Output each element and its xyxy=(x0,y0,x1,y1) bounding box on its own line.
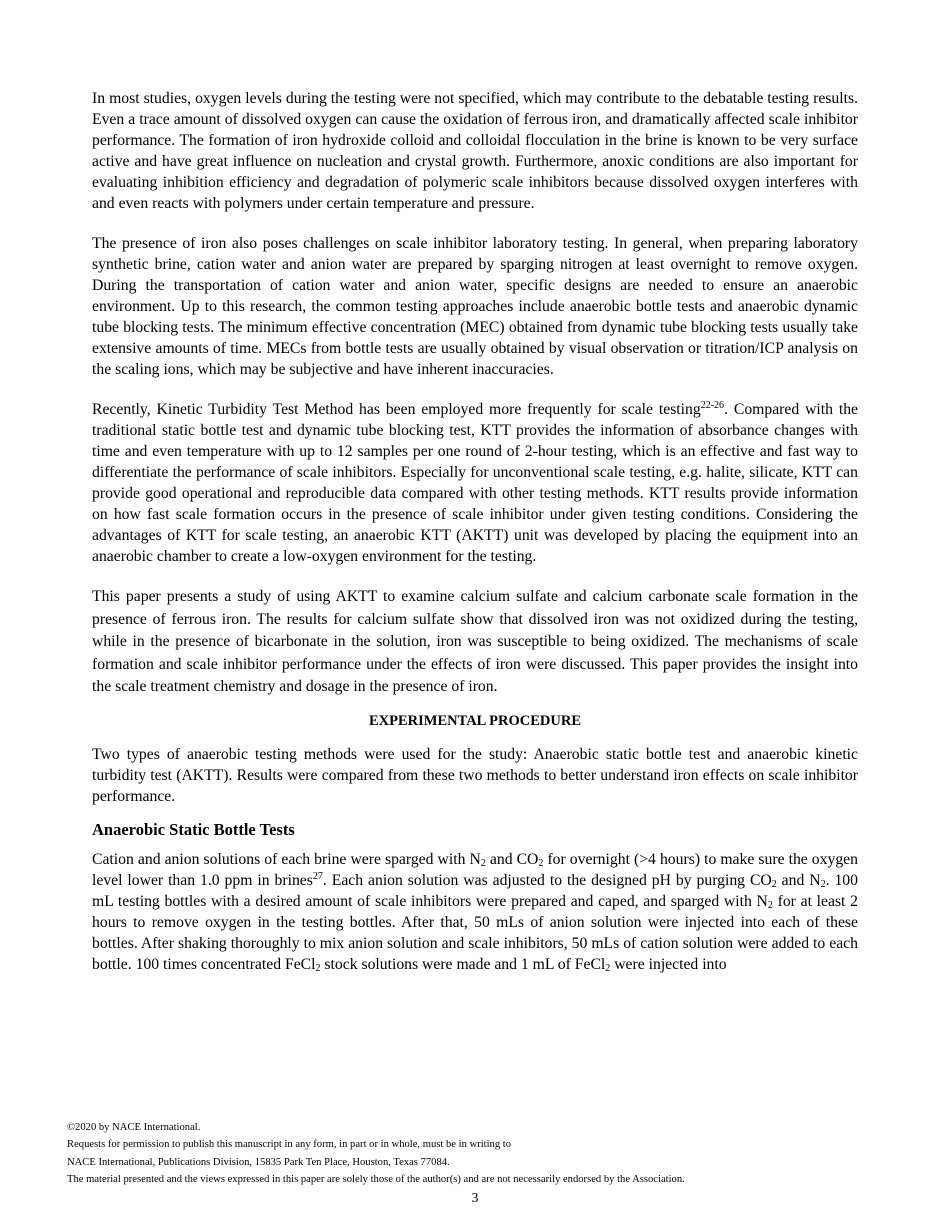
footer-disclaimer: The material presented and the views expressed in this paper are solely those of the author(s) and are not necessarily endorsed by the Association. xyxy=(67,1173,685,1185)
bottle-text-6: . 100 mL testing bottles with a desired amount of scale inhibitors were prepared and caped, and sparged with N xyxy=(92,871,858,910)
bottle-text-9: were injected into xyxy=(610,955,727,973)
bottle-text-8: stock solutions were made and 1 mL of FeCl xyxy=(320,955,606,973)
section-heading-experimental: EXPERIMENTAL PROCEDURE xyxy=(368,712,581,729)
paragraph-experimental-intro: Two types of anaerobic testing methods were used for the study: Anaerobic static bottle test and anaerobic kinetic turbidity test (AKTT). Results were compared from these two methods to better understand iron effects on scale inhibitor performance. xyxy=(92,745,858,805)
subscript-5: 2 xyxy=(767,899,773,911)
bottle-text-5: and N xyxy=(776,871,821,889)
page-footer xyxy=(67,1119,883,1188)
body-text xyxy=(92,88,858,975)
footer-copyright: ©2020 by NACE International. xyxy=(67,1122,201,1133)
subscript-7: 2 xyxy=(605,962,611,974)
ktt-text-end: . Compared with the traditional static bottle test and dynamic tube blocking test, KTT provides the information of absorbance changes with time and even temperature with up to 12 samples per one round of 2-hour testing, which is an effective and fast way to differentiate the performance of scale inhibitors. Especially for unconventional scale testing, e.g. halite, silicate, KTT can provide good operational and reproducible data compared with other testing methods. KTT results provide information on how fast scale formation occurs in the presence of scale inhibitor under given testing conditions. Considering the advantages of KTT for scale testing, an anaerobic KTT (AKTT) unit was developed by placing the equipment into an anaerobic chamber to create a low-oxygen environment for the testing. xyxy=(92,401,859,565)
bottle-text-1: Cation and anion solutions of each brine were sparged with N xyxy=(92,850,481,868)
subsection-heading-bottle-tests: Anaerobic Static Bottle Tests xyxy=(92,819,295,839)
paragraph-oxygen-levels: In most studies, oxygen levels during the testing were not specified, which may contribute to the debatable testing results. Even a trace amount of dissolved oxygen can cause the oxidation of ferrous iron, and dramatically affected scale inhibitor performance. The formation of iron hydroxide colloid and colloidal flocculation in the brine is known to be very surface active and have great influence on nucleation and crystal growth. Furthermore, anoxic conditions are also important for evaluating inhibition efficiency and degradation of polymeric scale inhibitors because dissolved oxygen interferes with and even reacts with polymers under certain temperature and pressure. xyxy=(92,90,858,212)
subscript-4: 2 xyxy=(820,878,826,890)
bottle-text-3: for overnight (>4 hours) to make sure the oxygen level lower than 1.0 ppm in brines xyxy=(92,850,858,889)
subscript-6: 2 xyxy=(315,962,321,974)
citation-22-26: 22-26 xyxy=(700,399,725,411)
footer-permissions: Requests for permission to publish this manuscript in any form, in part or in whole, must be in writing to xyxy=(67,1139,512,1151)
paragraph-bottle-tests xyxy=(92,849,858,975)
subscript-1: 2 xyxy=(480,857,486,869)
footer-address: NACE International, Publications Division, 15835 Park Ten Place, Houston, Texas 77084. xyxy=(67,1156,450,1168)
bottle-text-7: for at least 2 hours to remove oxygen in the testing bottles. After that, 50 mLs of anion solution were injected into each of these bottles. After shaking thoroughly to mix anion solution and scale inhibitors, 50 mLs of cation solution were added to each bottle. 100 times concentrated FeCl xyxy=(92,892,858,973)
subscript-3: 2 xyxy=(771,878,777,890)
paragraph-study-summary: This paper presents a study of using AKTT to examine calcium sulfate and calcium carbonate scale formation in the presence of ferrous iron. The results for calcium sulfate show that dissolved iron was not oxidized during the testing, while in the presence of bicarbonate in the solution, iron was susceptible to being oxidized. The mechanisms of scale formation and scale inhibitor performance under the effects of iron were discussed. This paper provides the insight into the scale treatment chemistry and dosage in the presence of iron. xyxy=(92,588,858,695)
citation-27: 27 xyxy=(312,870,323,882)
bottle-text-2: and CO xyxy=(485,850,539,868)
bottle-text-4: . Each anion solution was adjusted to the designed pH by purging CO xyxy=(322,871,772,889)
subscript-2: 2 xyxy=(538,857,544,869)
paragraph-ktt-method xyxy=(92,399,858,567)
page-number: 3 xyxy=(471,1190,479,1205)
ktt-text-start: Recently, Kinetic Turbidity Test Method has been employed more frequently for scale testing xyxy=(92,401,701,418)
paragraph-iron-challenges: The presence of iron also poses challenges on scale inhibitor laboratory testing. In general, when preparing laboratory synthetic brine, cation water and anion water are prepared by sparging nitrogen at least overnight to remove oxygen. During the transportation of cation water and anion water, specific designs are needed to ensure an anaerobic environment. Up to this research, the common testing approaches include anaerobic bottle tests and anaerobic dynamic tube blocking tests. The minimum effective concentration (MEC) obtained from dynamic tube blocking tests usually take extensive amounts of time. MECs from bottle tests are usually obtained by visual observation or titration/ICP analysis on the scaling ions, which may be subjective and have inherent inaccuracies. xyxy=(92,235,858,378)
